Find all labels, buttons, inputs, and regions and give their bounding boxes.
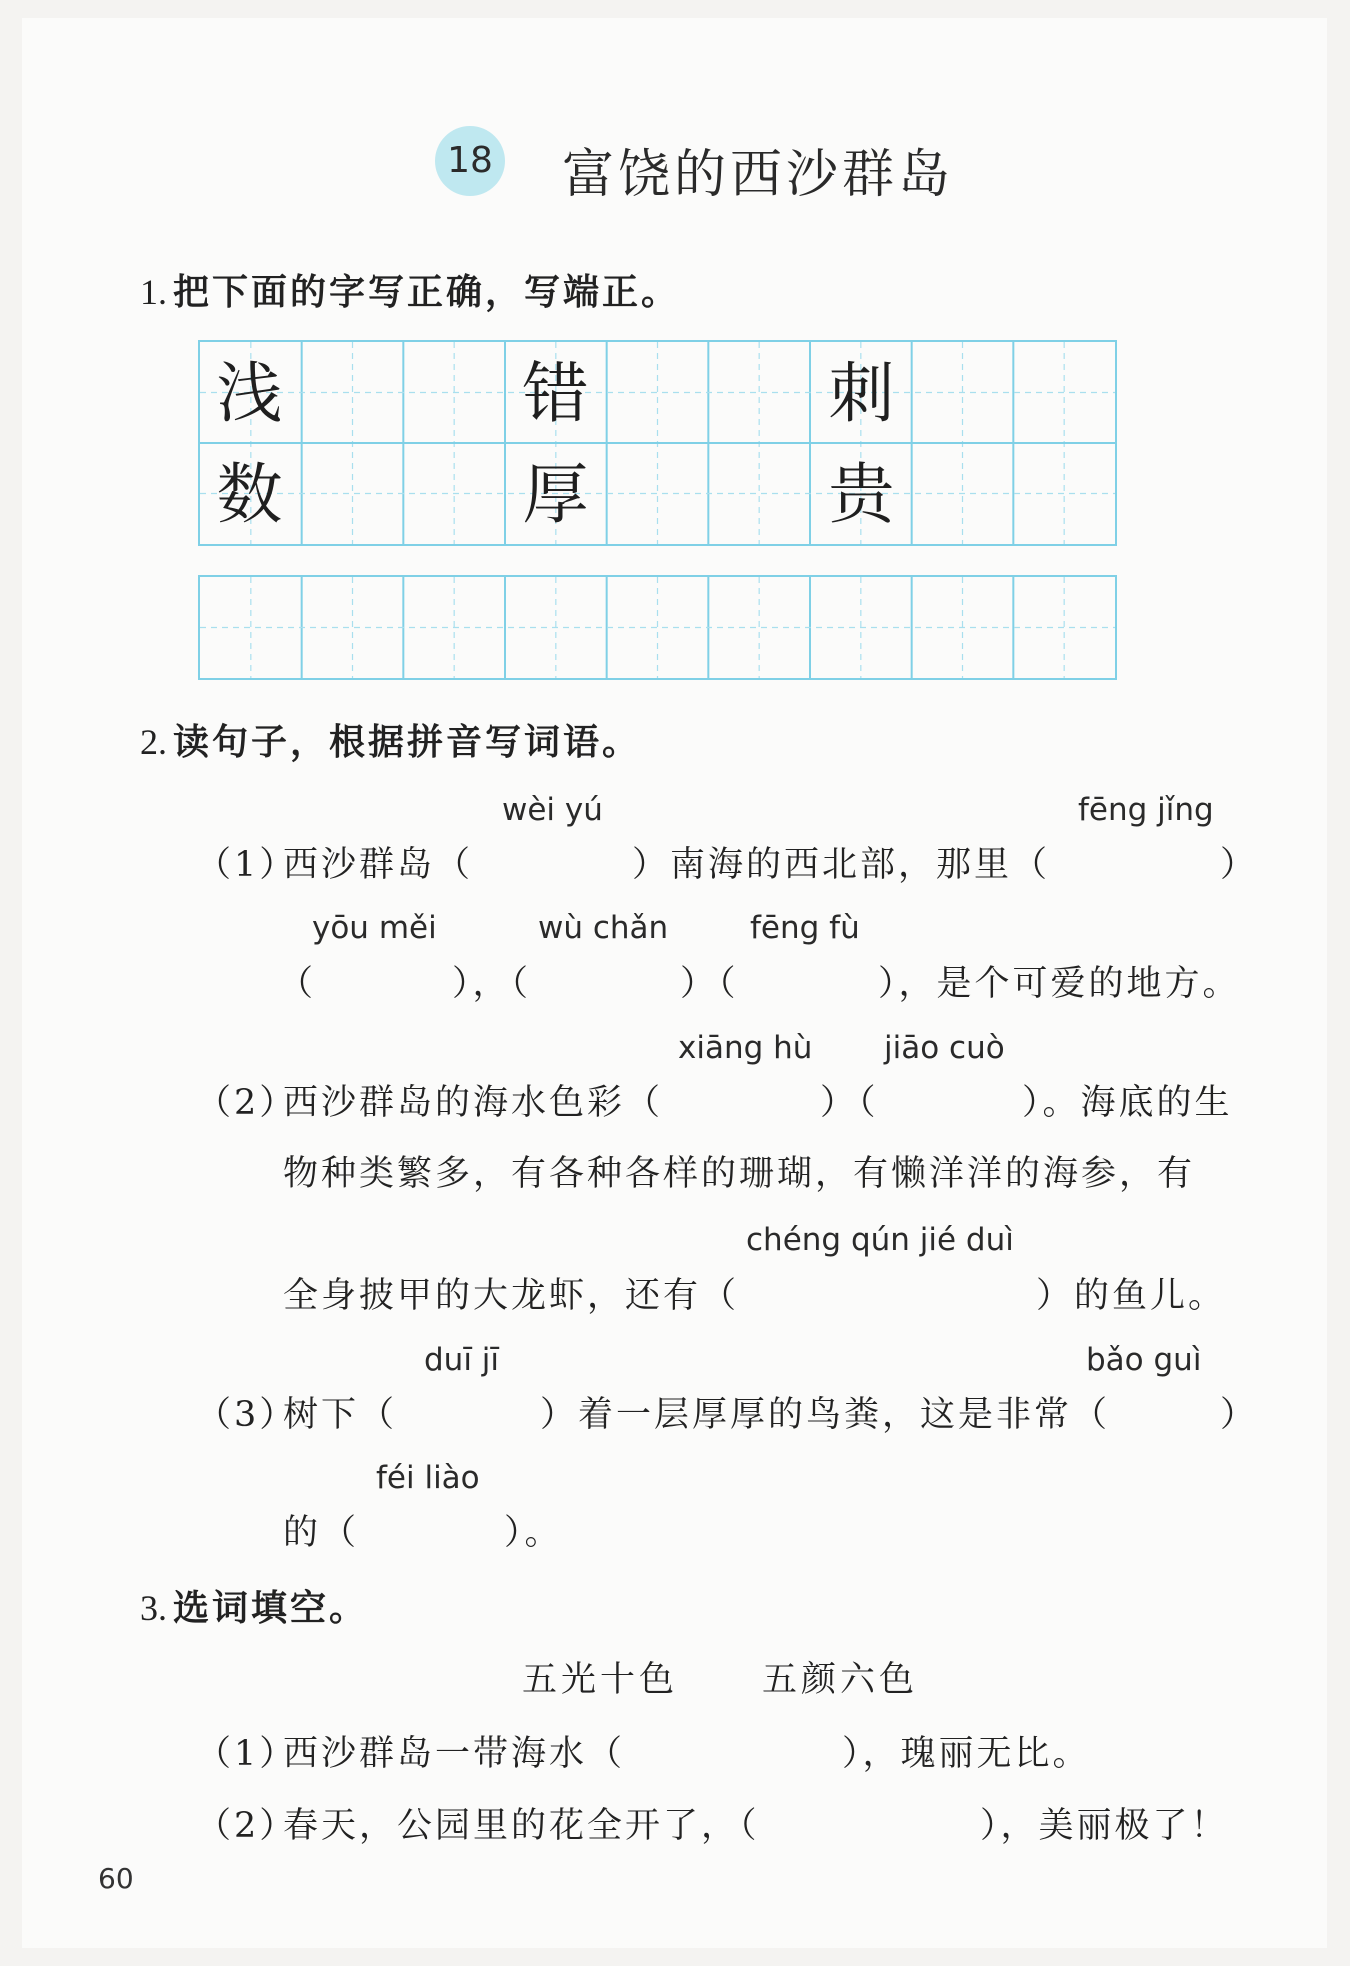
sentence-text: 物种类繁多，有各种各样的珊瑚，有懒洋洋的海参，有 <box>283 1154 1196 1194</box>
grid-char: 厚 <box>522 456 589 533</box>
sentence-label: （3） <box>196 1395 298 1435</box>
grid-char: 数 <box>216 456 283 533</box>
pinyin-hint: bǎo guì <box>1086 1342 1202 1378</box>
grid-char: 刺 <box>828 355 895 432</box>
pinyin-hint: wèi yú <box>502 792 603 828</box>
sentence-text: 西沙群岛一带海水（ <box>283 1734 626 1774</box>
grid-char: 错 <box>522 355 589 432</box>
q3-instruction: 选词填空。 <box>173 1587 369 1629</box>
sentence-text: ） <box>1220 1395 1259 1435</box>
word-choice: 五颜六色 <box>762 1660 919 1700</box>
pinyin-hint: wù chǎn <box>538 910 669 946</box>
sentence-text: ），瑰丽无比。 <box>842 1734 1091 1774</box>
sentence-text: ）着一层厚厚的鸟粪，这是非常（ <box>540 1395 1111 1435</box>
pinyin-hint: chéng qún jié duì <box>746 1222 1014 1258</box>
q1-instruction: 把下面的字写正确，写端正。 <box>173 271 681 313</box>
pinyin-hint: xiāng hù <box>678 1030 813 1066</box>
sentence-text: 全身披甲的大龙虾，还有（ <box>283 1276 740 1316</box>
sentence-text: 西沙群岛（ <box>283 845 474 885</box>
sentence-text: ）。海底的生 <box>1022 1083 1233 1123</box>
sentence-text: 树下（ <box>283 1395 398 1435</box>
writing-grid-1[interactable] <box>198 340 1117 546</box>
page-number: 60 <box>98 1862 134 1895</box>
sentence-label: （2） <box>196 1806 298 1846</box>
writing-grid-1-lines <box>200 342 1115 544</box>
q1-heading <box>140 264 680 315</box>
q1-number: 1. <box>140 272 167 312</box>
sentence-label: （2） <box>196 1083 298 1123</box>
q2-number: 2. <box>140 722 167 762</box>
sentence-text: ）南海的西北部，那里（ <box>632 845 1051 885</box>
sentence-text: ）。 <box>504 1513 563 1553</box>
sentence-text: ），是个可爱的地方。 <box>878 964 1241 1004</box>
sentence-text: （ <box>278 964 317 1004</box>
pinyin-hint: fēng jǐng <box>1078 792 1214 828</box>
q3-number: 3. <box>140 1588 167 1628</box>
sentence-text: 春天，公园里的花全开了，（ <box>283 1806 760 1846</box>
sentence-text: ），美丽极了！ <box>980 1806 1229 1846</box>
q3-heading <box>140 1580 368 1631</box>
grid-char: 浅 <box>216 355 283 432</box>
sentence-text: ）（ <box>820 1083 879 1123</box>
pinyin-hint: jiāo cuò <box>884 1030 1005 1066</box>
sentence-text: ），（ <box>452 964 532 1004</box>
q2-instruction: 读句子，根据拼音写词语。 <box>173 721 642 763</box>
sentence-text: ）（ <box>680 964 739 1004</box>
pinyin-hint: fēng fù <box>750 910 860 946</box>
lesson-title: 富饶的西沙群岛 <box>562 145 955 205</box>
pinyin-hint: duī jī <box>424 1342 500 1378</box>
word-choice: 五光十色 <box>522 1660 679 1700</box>
grid-char: 贵 <box>828 456 895 533</box>
sentence-label: （1） <box>196 1734 298 1774</box>
writing-grid-2[interactable] <box>198 575 1117 680</box>
writing-grid-2-lines <box>200 577 1115 678</box>
sentence-text: 西沙群岛的海水色彩（ <box>283 1083 664 1123</box>
pinyin-hint: yōu měi <box>312 910 437 946</box>
sentence-text: 的（ <box>283 1513 360 1553</box>
sentence-text: ）的鱼儿。 <box>1036 1276 1227 1316</box>
sentence-text: ） <box>1220 845 1259 885</box>
lesson-number: 18 <box>447 140 493 181</box>
q2-heading <box>140 714 641 765</box>
pinyin-hint: féi liào <box>376 1460 480 1496</box>
sentence-label: （1） <box>196 845 298 885</box>
